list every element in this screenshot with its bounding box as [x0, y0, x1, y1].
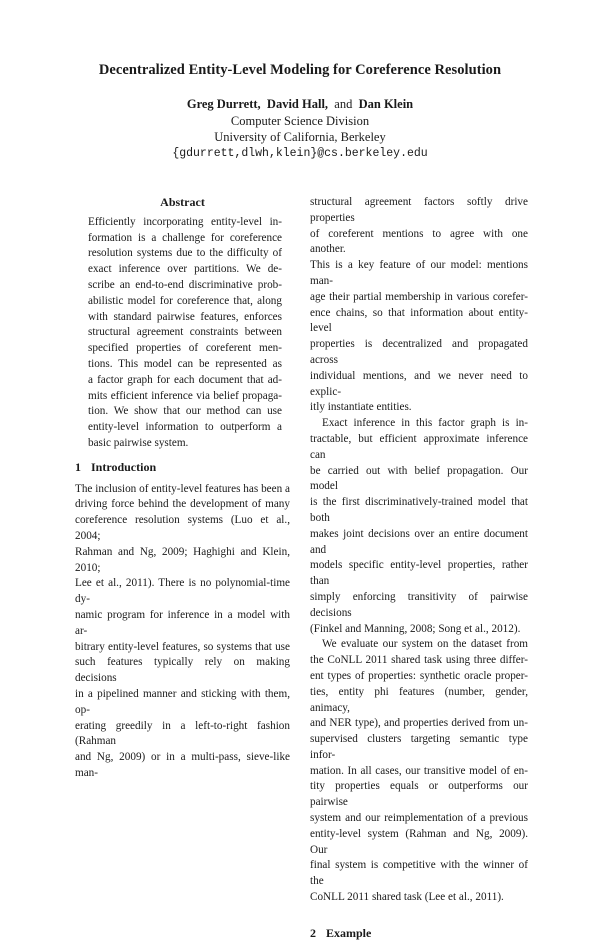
paper-title: Decentralized Entity-Level Modeling for Coreference Resolution	[98, 62, 502, 78]
intro-line: bitrary entity-level features, so systems that use	[75, 640, 290, 653]
paragraph-2	[310, 416, 528, 637]
abstract-line: tions. This model can be represented as	[88, 357, 282, 370]
body-line: Exact inference in this factor graph is in-	[322, 417, 528, 430]
body-line: ent types of properties: synthetic oracle proper-	[310, 669, 528, 682]
author-2: David Hall,	[266, 97, 329, 111]
body-line: tractable, but efficient approximate inference can	[310, 432, 528, 461]
body-line: makes joint decisions over an entire document and	[310, 527, 528, 556]
abstract-line: Efficiently incorporating entity-level in-	[88, 215, 282, 228]
section-number: 1	[75, 459, 81, 474]
intro-line: Rahman and Ng, 2009; Haghighi and Klein, 2010;	[75, 545, 290, 574]
abstract-line: basic pairwise system.	[88, 436, 189, 449]
body-line: final system is competitive with the winner of the	[310, 859, 528, 888]
body-line: entity-level system (Rahman and Ng, 2009). Our	[310, 827, 528, 856]
body-line: be carried out with belief propagation. Our model	[310, 464, 528, 493]
author-1: Greg Durrett,	[186, 97, 261, 111]
author-names	[0, 96, 600, 113]
paragraph-3	[310, 637, 528, 906]
abstract-body	[75, 215, 290, 452]
body-line: simply enforcing transitivity of pairwise decisions	[310, 590, 528, 619]
body-line: structural agreement factors softly drive properties	[310, 196, 528, 224]
body-line: is the first discriminatively-trained model that both	[310, 496, 528, 524]
body-line: models specific entity-level properties, rather than	[310, 559, 528, 588]
body-line: This is a key feature of our model: mentions man-	[310, 259, 528, 287]
body-line: individual mentions, and we never need to explic-	[310, 369, 528, 398]
body-line: We evaluate our system on the dataset from	[322, 638, 528, 651]
body-line: mation. In all cases, our transitive model of en-	[310, 764, 528, 777]
body-line: and NER type), and properties derived from un-	[310, 717, 528, 730]
body-line: properties is decentralized and propagated across	[310, 338, 528, 366]
abstract-line: scribe an end-to-end discriminative prob-	[88, 278, 282, 291]
abstract-line: entity-level information to outperform a	[88, 421, 282, 434]
intro-line: and Ng, 2009) or in a multi-pass, sieve-like man-	[75, 751, 290, 779]
intro-line: coreference resolution systems (Luo et al., 2004;	[75, 514, 290, 542]
body-line: supervised clusters targeting semantic type infor-	[310, 733, 528, 761]
body-line: ties, entity phi features (number, gender, animacy,	[310, 685, 528, 714]
intro-line: in a pipelined manner and sticking with them, op-	[75, 687, 290, 716]
author-email: {gdurrett,dlwh,klein}@cs.berkeley.edu	[172, 146, 428, 160]
abstract-line: structural agreement constraints between	[88, 326, 282, 339]
abstract-line: tion. We show that our method can use	[88, 405, 282, 418]
author-and: and	[334, 97, 353, 111]
body-line: age their partial membership in various corefer-	[310, 290, 528, 303]
paragraph-1	[310, 195, 528, 416]
intro-line: such features typically rely on making decisions	[75, 656, 290, 685]
abstract-line: abilistic model for coreference that, along	[88, 294, 282, 307]
intro-line: The inclusion of entity-level features has been a	[75, 482, 290, 495]
abstract-line: formation is a challenge for coreference	[88, 231, 282, 244]
intro-line: namic program for inference in a model with ar-	[75, 608, 290, 637]
author-block	[0, 96, 600, 162]
abstract-heading: Abstract	[160, 195, 205, 209]
abstract-line: exact inference over partitions. We de-	[88, 263, 282, 276]
author-3: Dan Klein	[358, 97, 414, 111]
abstract-line: a factor graph for each document that ad-	[88, 373, 282, 386]
abstract-line: with standard pairwise features, enforces	[88, 310, 282, 323]
body-line: ence chains, so that information about entity-level	[310, 306, 528, 335]
body-line: system and our reimplementation of a previous	[310, 812, 528, 825]
section-heading-introduction	[75, 460, 290, 476]
section-number: 2	[310, 925, 316, 940]
left-column	[75, 195, 290, 782]
intro-line: erating greedily in a left-to-right fashion (Rahman	[75, 719, 290, 748]
abstract-line: resolution systems due to the difficulty of	[88, 247, 282, 260]
body-line: itly instantiate entities.	[310, 401, 412, 414]
body-line: tity properties equals or outperforms our pairwise	[310, 780, 528, 809]
intro-line: Lee et al., 2011). There is no polynomial-time dy-	[75, 577, 290, 606]
abstract-line: specified properties of coreferent men-	[88, 342, 282, 355]
affiliation-university: University of California, Berkeley	[214, 130, 386, 144]
affiliation-division: Computer Science Division	[230, 113, 370, 128]
body-line: the CoNLL 2011 shared task using three differ-	[310, 654, 528, 667]
section-title: Introduction	[91, 459, 157, 474]
abstract-line: mits efficient inference via belief propaga-	[88, 389, 282, 402]
body-line: of coreferent mentions to agree with one another.	[310, 227, 528, 256]
intro-line: driving force behind the development of many	[75, 498, 290, 511]
body-line: (Finkel and Manning, 2008; Song et al., 2012).	[310, 622, 521, 635]
section-title: Example	[326, 925, 372, 940]
intro-body	[75, 482, 290, 782]
right-column	[310, 195, 528, 948]
body-line: CoNLL 2011 shared task (Lee et al., 2011).	[310, 891, 504, 904]
section-heading-example	[310, 926, 528, 942]
